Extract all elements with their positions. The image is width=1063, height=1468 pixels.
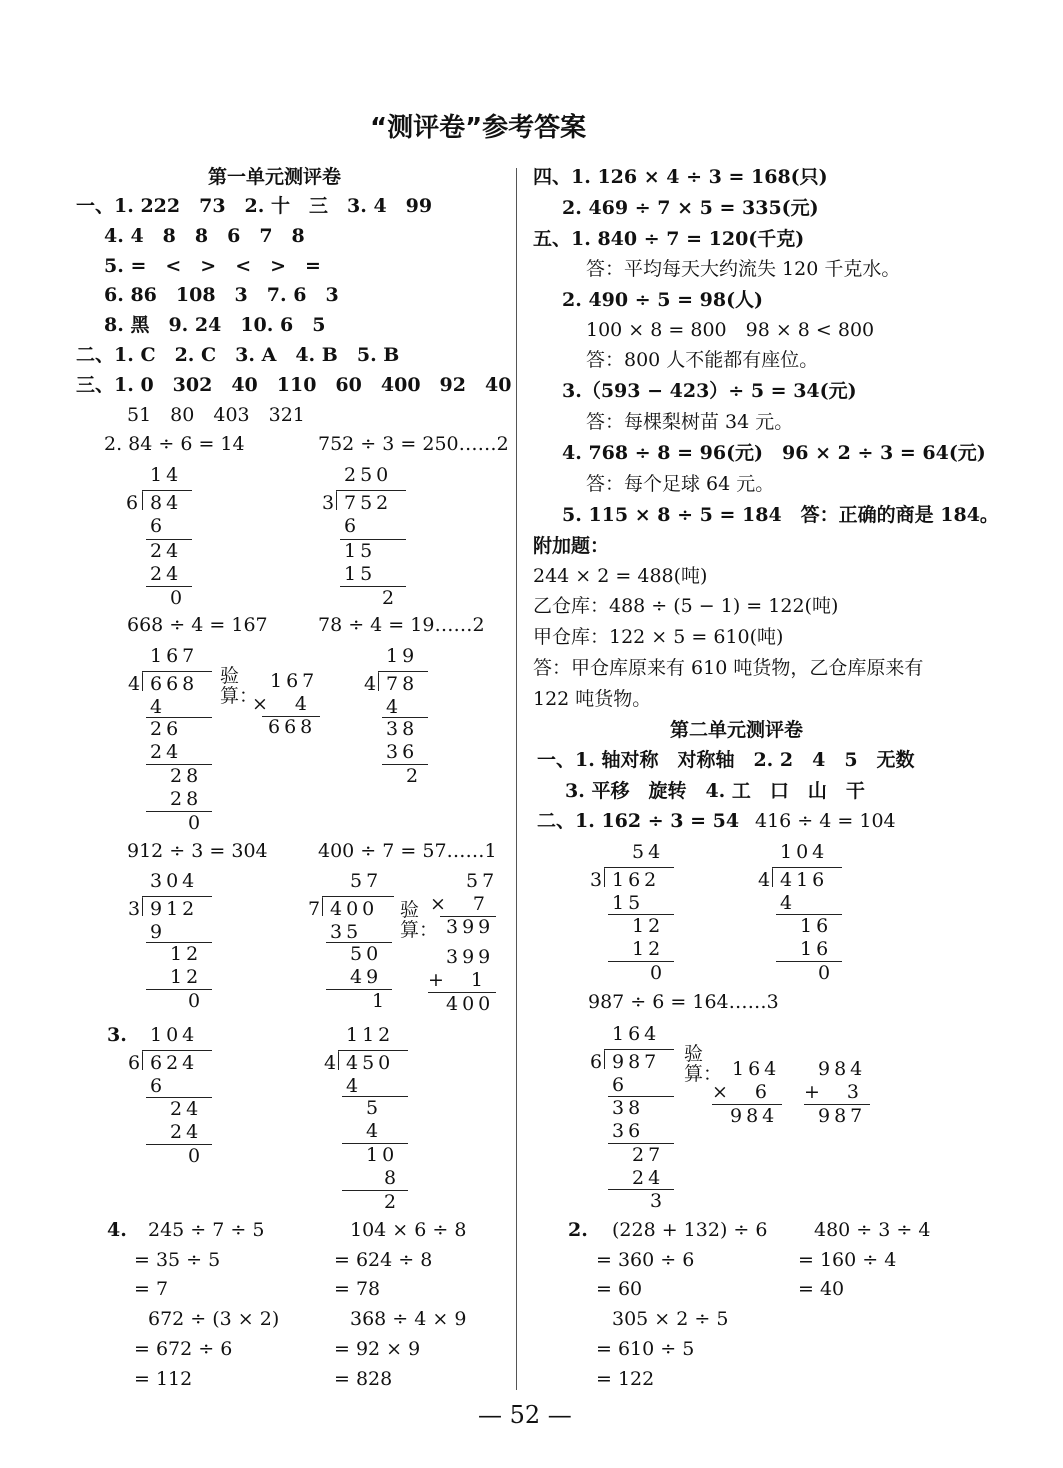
unit1-heading: 第一单元测评卷 (208, 166, 342, 188)
expr-line: = 40 (798, 1278, 845, 1300)
r-s4-line2: 2. 469 ÷ 7 × 5 = 335(元) (562, 197, 819, 219)
u1-s3-line1: 三、1. 0 302 40 110 60 400 92 40 (76, 374, 512, 396)
expr-line: 368 ÷ 4 × 9 (350, 1308, 467, 1330)
expr-line: = 828 (334, 1368, 393, 1390)
r-s5-line: 3.（593 − 423）÷ 5 = 34(元) (562, 380, 857, 402)
expr-line: = 624 ÷ 8 (334, 1249, 433, 1271)
u2-q2-label: 2. (568, 1219, 588, 1241)
page-number: — 52 — (478, 1401, 572, 1429)
r-s5-line: 答：每棵梨树苗 34 元。 (586, 411, 794, 433)
r-s5-line: 答：平均每天大约流失 120 千克水。 (586, 258, 901, 280)
expr-line: = 78 (334, 1278, 381, 1300)
u1-s1-line1: 一、1. 222 73 2. 十 三 3. 4 99 (76, 195, 433, 217)
expr-line: = 672 ÷ 6 (134, 1338, 233, 1360)
expr-line: = 122 (596, 1368, 655, 1390)
u1-s2: 二、1. C 2. C 3. A 4. B 5. B (76, 344, 400, 366)
expr-line: 480 ÷ 3 ÷ 4 (814, 1219, 931, 1241)
eq-400: 400 ÷ 7 = 57……1 (318, 840, 497, 862)
r-s5-line: 2. 490 ÷ 5 = 98(人) (562, 289, 764, 311)
eq-668: 668 ÷ 4 = 167 (127, 614, 268, 636)
expr-line: = 60 (596, 1278, 643, 1300)
expr-line: 104 × 6 ÷ 8 (350, 1219, 467, 1241)
expr-line: = 92 × 9 (334, 1338, 421, 1360)
eq-162: 二、1. 162 ÷ 3 = 54 (537, 810, 740, 832)
expr-line: = 35 ÷ 5 (134, 1249, 221, 1271)
r-s5-line: 答：800 人不能都有座位。 (586, 349, 819, 371)
extra-line: 122 吨货物。 (533, 688, 652, 710)
column-divider (516, 168, 517, 1390)
u1-s1-line2: 4. 4 8 8 6 7 8 (104, 225, 305, 247)
unit2-heading: 第二单元测评卷 (670, 719, 804, 741)
r-s5-line: 五、1. 840 ÷ 7 = 120(千克) (533, 228, 805, 250)
u2-s1-line1: 一、1. 轴对称 对称轴 2. 2 4 5 无数 (537, 749, 915, 771)
expr-line: = 112 (134, 1368, 193, 1390)
expr-line: = 7 (134, 1278, 169, 1300)
u1-s1-line3: 5. = < > < > = (104, 255, 321, 277)
extra-line: 乙仓库：488 ÷ (5 − 1) = 122(吨) (533, 595, 839, 617)
eq-912: 912 ÷ 3 = 304 (127, 840, 268, 862)
u1-q3-label: 3. (107, 1024, 127, 1046)
eq-84: 2. 84 ÷ 6 = 14 (104, 433, 245, 455)
u1-q4-label: 4. (107, 1219, 127, 1241)
u1-s3-line2: 51 80 403 321 (127, 404, 305, 426)
u1-s1-line4: 6. 86 108 3 7. 6 3 (104, 284, 339, 306)
expr-line: (228 + 132) ÷ 6 (612, 1219, 768, 1241)
extra-line: 244 × 2 = 488(吨) (533, 565, 708, 587)
eq-752: 752 ÷ 3 = 250……2 (318, 433, 509, 455)
r-s5-line: 4. 768 ÷ 8 = 96(元) 96 × 2 ÷ 3 = 64(元) (562, 442, 986, 464)
extra-heading: 附加题： (533, 535, 610, 557)
r-s5-line: 答：每个足球 64 元。 (586, 473, 775, 495)
eq-78: 78 ÷ 4 = 19……2 (318, 614, 485, 636)
check-label: 验算： (220, 665, 259, 707)
eq-987: 987 ÷ 6 = 164……3 (588, 991, 779, 1013)
expr-line: 672 ÷ (3 × 2) (148, 1308, 280, 1330)
r-s5-line: 5. 115 × 8 ÷ 5 = 184 答：正确的商是 184。 (562, 504, 999, 526)
u2-s1-line2: 3. 平移 旋转 4. 工 口 山 干 (565, 780, 865, 802)
r-s5-line: 100 × 8 = 800 98 × 8 < 800 (586, 319, 875, 341)
r-s4-line1: 四、1. 126 × 4 ÷ 3 = 168(只) (533, 166, 828, 188)
expr-line: 305 × 2 ÷ 5 (612, 1308, 729, 1330)
check-label: 验算： (684, 1043, 723, 1085)
expr-line: = 360 ÷ 6 (596, 1249, 695, 1271)
expr-line: = 160 ÷ 4 (798, 1249, 897, 1271)
check-label: 验算： (400, 899, 439, 941)
expr-line: 245 ÷ 7 ÷ 5 (148, 1219, 265, 1241)
extra-line: 甲仓库：122 × 5 = 610(吨) (533, 626, 784, 648)
u1-s1-line5: 8. 黑 9. 24 10. 6 5 (104, 314, 326, 336)
extra-line: 答：甲仓库原来有 610 吨货物，乙仓库原来有 (533, 657, 924, 679)
eq-416: 416 ÷ 4 = 104 (755, 810, 896, 832)
page-title: “测评卷”参考答案 (370, 113, 587, 143)
expr-line: = 610 ÷ 5 (596, 1338, 695, 1360)
